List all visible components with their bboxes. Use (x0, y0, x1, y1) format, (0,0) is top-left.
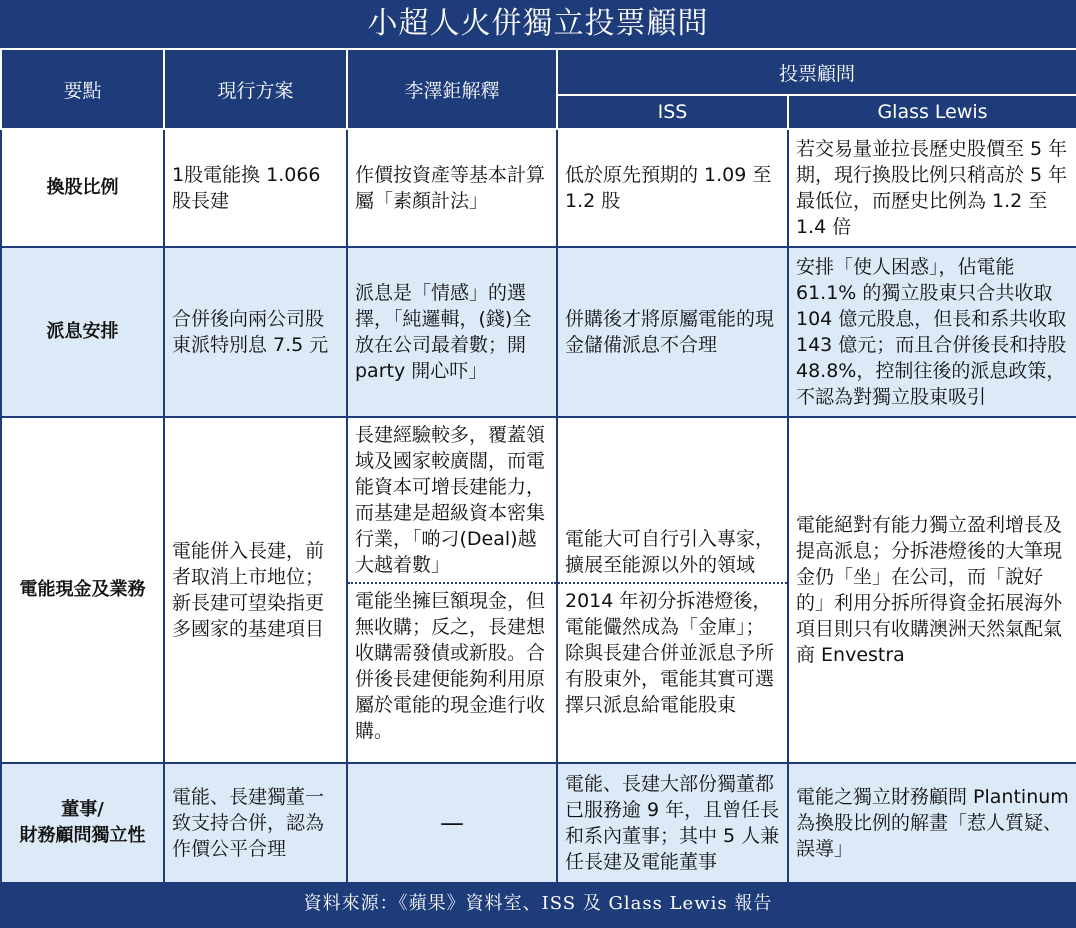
cell-glass-business: 電能絕對有能力獨立盈利增長及提高派息；分拆港燈後的大筆現金仍「坐」在公司，而「說好的」利用分拆所得資金拓展海外項目則只有收購澳洲天然氣配氣商 Envestra (788, 417, 1076, 763)
table-row-swap-ratio (1, 129, 1076, 247)
cell-current-swap: 1股電能換 1.066股長建 (164, 129, 347, 247)
row-key-dividend: 派息安排 (1, 247, 164, 417)
row-key-business: 電能現金及業務 (1, 417, 164, 763)
cell-li-dividend: 派息是「情感」的選擇，「純邏輯，(錢)全放在公司最着數；開party 開心吓」 (347, 247, 557, 417)
cell-iss-swap: 低於原先預期的 1.09 至 1.2 股 (557, 129, 788, 247)
table-row-business-a (1, 417, 1076, 583)
cell-li-directors: — (347, 763, 557, 883)
cell-iss-business-b: 2014 年初分拆港燈後，電能儼然成為「金庫」；除與長建合併並派息予所有股東外，電能其實可選擇只派息給電能股東 (557, 583, 788, 763)
cell-glass-dividend: 安排「使人困惑」，佔電能 61.1% 的獨立股東只合共收取 104 億元股息，但長和系共收取 143 億元；而且合併後長和持股 48.8%，控制往後的派息政策，不認為對獨立股東吸引 (788, 247, 1076, 417)
header-glass-lewis: Glass Lewis (788, 95, 1076, 129)
header-voting-advisors: 投票顧問 (557, 49, 1076, 95)
source-footer: 資料來源：《蘋果》資料室、ISS 及 Glass Lewis 報告 (0, 884, 1076, 928)
table-row-dividend (1, 247, 1076, 417)
row-key-directors-line2: 財務顧問獨立性 (19, 825, 146, 846)
cell-iss-dividend: 併購後才將原屬電能的現金儲備派息不合理 (557, 247, 788, 417)
row-key-directors (1, 763, 164, 883)
comparison-table (0, 48, 1076, 884)
table-row-directors (1, 763, 1076, 883)
header-li-explanation: 李澤鉅解釋 (347, 49, 557, 129)
header-current-plan: 現行方案 (164, 49, 347, 129)
cell-li-business-a: 長建經驗較多，覆蓋領域及國家較廣闊，而電能資本可增長建能力，而基建是超級資本密集行業，「啲刁(Deal)越大越着數」 (347, 417, 557, 583)
cell-li-swap: 作價按資產等基本計算屬「素顏計法」 (347, 129, 557, 247)
header-iss: ISS (557, 95, 788, 129)
cell-current-directors: 電能、長建獨董一致支持合併，認為作價公平合理 (164, 763, 347, 883)
cell-current-business: 電能併入長建，前者取消上市地位；新長建可望染指更多國家的基建項目 (164, 417, 347, 763)
cell-iss-directors: 電能、長建大部份獨董都已服務逾 9 年，且曾任長和系內董事；其中 5 人兼任長建及電能董事 (557, 763, 788, 883)
cell-glass-swap: 若交易量並拉長歷史股價至 5 年期，現行換股比例只稍高於 5 年最低位，而歷史比例為 1.2 至 1.4 倍 (788, 129, 1076, 247)
cell-li-business-b: 電能坐擁巨額現金，但無收購；反之，長建想收購需發債或新股。合併後長建便能夠利用原屬於電能的現金進行收購。 (347, 583, 557, 763)
row-key-directors-line1: 董事/ (61, 799, 104, 820)
row-key-swap-ratio: 換股比例 (1, 129, 164, 247)
cell-current-dividend: 合併後向兩公司股東派特別息 7.5 元 (164, 247, 347, 417)
header-key: 要點 (1, 49, 164, 129)
cell-iss-business-a: 電能大可自行引入專家，擴展至能源以外的領域 (557, 417, 788, 583)
cell-glass-directors: 電能之獨立財務顧問 Plantinum 為換股比例的解畫「惹人質疑、誤導」 (788, 763, 1076, 883)
page-title: 小超人火併獨立投票顧問 (0, 0, 1076, 48)
